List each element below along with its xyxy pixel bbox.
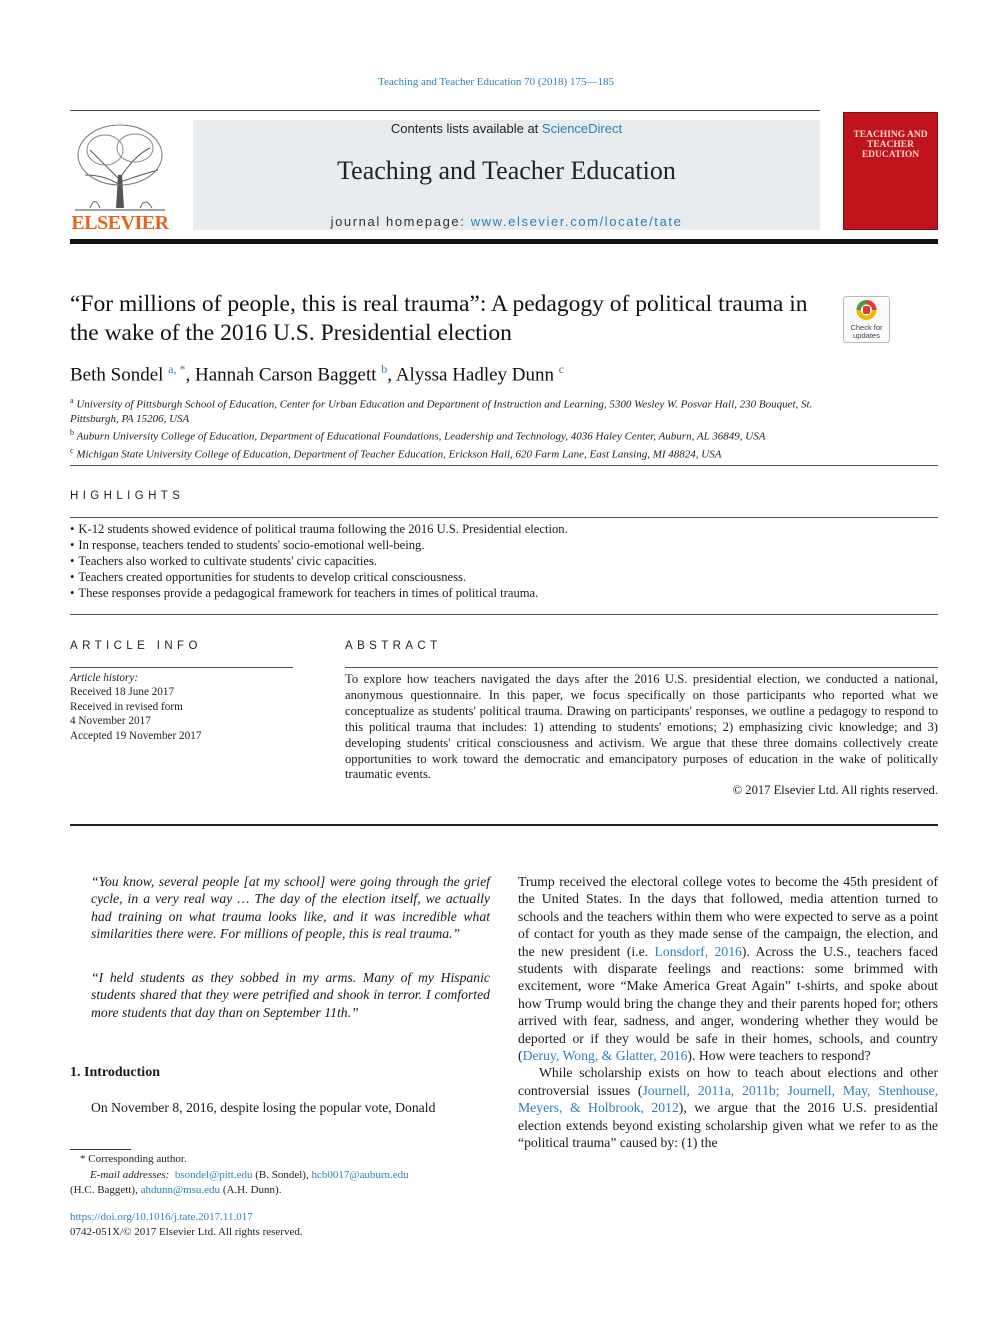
affiliation-key: c <box>70 445 74 455</box>
article-history <box>70 671 293 743</box>
author-affil-marker[interactable]: c <box>558 362 565 376</box>
affiliation-text: Auburn University College of Education, Department of Educational Foundations, Leadership and Technology, 4036 Haley Center, Auburn, AL 36849, USA <box>76 430 766 443</box>
homepage-line <box>193 214 820 229</box>
author-separator: , <box>185 364 195 386</box>
cover-title: TEACHING AND TEACHER EDUCATION <box>853 130 928 160</box>
footnote-rule <box>70 1149 131 1150</box>
email-owner: (A.H. Dunn). <box>220 1184 282 1196</box>
affiliations <box>70 394 820 462</box>
sciencedirect-link[interactable]: ScienceDirect <box>541 121 623 136</box>
affiliation-key: a <box>70 396 74 405</box>
highlights-bottom-rule <box>70 614 938 615</box>
abstract-rule <box>345 667 938 668</box>
history-line: Accepted 19 November 2017 <box>70 729 202 742</box>
epigraph-quote: “You know, several people [at my school] were going through the grief cycle, in a very real way … The day of the election itself, we actually had training on what trauma looks like, and it was incredible what similarities there were. For millions of people, this is real trauma.” <box>91 874 490 942</box>
email-label: E-mail addresses: <box>90 1168 170 1181</box>
highlights-heading: HIGHLIGHTS <box>70 490 185 502</box>
body-right-column <box>518 873 938 1152</box>
highlight-item: • Teachers also worked to cultivate students' civic capacities. <box>70 553 938 569</box>
homepage-link[interactable]: www.elsevier.com/locate/tate <box>470 214 683 229</box>
body-text: While scholarship exists on how to teach about elections and other controversial issues ( <box>518 1065 938 1098</box>
body-paragraph <box>518 873 938 1064</box>
history-line: Received in revised form <box>70 700 183 713</box>
highlights-list <box>70 521 938 601</box>
email-owner: (B. Sondel), <box>252 1168 312 1181</box>
corresponding-author-note: * Corresponding author. <box>80 1153 187 1165</box>
history-line: Received 18 June 2017 <box>70 686 175 699</box>
email-note <box>70 1168 490 1184</box>
email-link[interactable]: bsondel@pitt.edu <box>174 1168 253 1181</box>
author-affil-marker[interactable]: a, * <box>168 362 186 376</box>
highlights-rule <box>70 517 938 518</box>
body-paragraph: On November 8, 2016, despite losing the popular vote, Donald <box>91 1100 436 1115</box>
abstract-bottom-rule <box>70 824 938 826</box>
highlight-item: • In response, teachers tended to students' socio-emotional well-being. <box>70 537 938 553</box>
article-title: “For millions of people, this is real trauma”: A pedagogy of political trauma in the wake of the 2016 U.S. Presidential election <box>70 291 808 346</box>
article-info-rule <box>70 667 293 668</box>
highlight-item: • These responses provide a pedagogical framework for teachers in times of political trauma. <box>70 585 938 601</box>
affiliation-text: Michigan State University College of Education, Department of Teacher Education, Erickson Hall, 620 Farm Lane, East Lansing, MI 48824, USA <box>76 448 722 461</box>
affiliation-item <box>70 444 820 462</box>
history-line: 4 November 2017 <box>70 715 151 728</box>
publisher-wordmark: ELSEVIER <box>71 212 169 234</box>
author-separator: , <box>387 364 396 386</box>
body-text: Trump received the electoral college votes to become the 45th president of the United States. In the days that followed, media attention turned to schools and the teachers within them who were expected to serve as a point of contact for youth as they made sense of the campaign, the election, and the new president (i.e. <box>518 874 938 959</box>
author-name: Beth Sondel <box>70 364 164 386</box>
check-updates-icon <box>844 297 889 323</box>
article-info-heading: ARTICLE INFO <box>70 640 202 652</box>
highlight-item: • K-12 students showed evidence of political trauma following the 2016 U.S. Presidential election. <box>70 521 938 537</box>
epigraph-quote: “I held students as they sobbed in my arms. Many of my Hispanic students shared that they were petrified and shook in terror. I comforted more students that day than on September 11th.” <box>91 970 490 1020</box>
body-text: ). Across the U.S., teachers faced students with disparate feelings and reactions: some brimmed with excitement, wore “Make America Great Again” t-shirts, and spoke about how Trump would bring the change they and their parents hoped for; others arrived with fear, sadness, and anger, wondering whether they would be deported or if they would be safe in their homes, schools, and country ( <box>518 943 938 1064</box>
email-owner: (H.C. Baggett), <box>70 1184 141 1196</box>
header-rule <box>70 110 820 111</box>
check-updates-label: Check for updates <box>850 323 883 340</box>
citation-link[interactable]: Journell, 2011a, 2011b; Journell, May, Stenhouse, Meyers, & Holbrook, 2012 <box>518 1082 938 1116</box>
affiliation-item <box>70 426 820 444</box>
author-affil-marker[interactable]: b <box>381 362 388 376</box>
email-note-cont <box>70 1183 490 1199</box>
abstract-text: To explore how teachers navigated the days after the 2016 U.S. presidential election, we conducted a national, anonymous questionnaire. In this paper, we focus specifically on those participants who reported what we conceptualize as students' political trauma. Drawing on participants' responses, we outline a pedagogy to respond to this political trauma that includes: 1) attending to students' emotions; 2) emphasizing civic knowledge; and 3) developing students' critical consciousness and activism. We argue that these three domains collectively create opportunities to work toward the democratic and emancipatory purposes of education in the wake of politically traumatic events. <box>345 672 938 782</box>
journal-name: Teaching and Teacher Education <box>337 156 676 185</box>
email-link[interactable]: ahdunn@msu.edu <box>140 1184 221 1196</box>
body-text: ), we argue that the 2016 U.S. presidential election extends beyond existing scholarship given what we refer to as the “political trauma” caused by: (1) the <box>518 1100 938 1151</box>
doi-link[interactable]: https://doi.org/10.1016/j.tate.2017.11.017 <box>70 1211 253 1223</box>
journal-citation[interactable]: Teaching and Teacher Education 70 (2018) 175—185 <box>378 76 614 88</box>
homepage-prefix: journal homepage: <box>330 214 471 229</box>
author-name: Alyssa Hadley Dunn <box>395 364 555 386</box>
affiliations-rule <box>70 465 938 466</box>
affiliation-item <box>70 394 820 426</box>
body-text: ). How were teachers to respond? <box>687 1048 871 1064</box>
section-heading-introduction: 1. Introduction <box>70 1065 160 1080</box>
issn-copyright: 0742-051X/© 2017 Elsevier Ltd. All rights reserved. <box>70 1226 303 1238</box>
header-thick-rule <box>70 239 938 244</box>
abstract-heading: ABSTRACT <box>345 640 442 652</box>
history-label: Article history: <box>70 672 139 684</box>
body-paragraph <box>518 1064 938 1151</box>
affiliation-text: University of Pittsburgh School of Education, Center for Urban Education and Department of Instruction and Learning, 5300 Wesley W. Posvar Hall, 230 Bouquet, St. Pittsburgh, PA 15206, USA <box>70 398 813 425</box>
email-link[interactable]: hcb0017@auburn.edu <box>311 1168 409 1181</box>
footnotes <box>70 1152 490 1199</box>
contents-prefix: Contents lists available at <box>390 121 542 136</box>
citation-link[interactable]: Deruy, Wong, & Glatter, 2016 <box>522 1048 688 1064</box>
highlight-item: • Teachers created opportunities for students to develop critical consciousness. <box>70 569 938 585</box>
abstract-copyright: © 2017 Elsevier Ltd. All rights reserved. <box>732 783 938 797</box>
citation-link[interactable]: Lonsdorf, 2016 <box>654 943 742 959</box>
affiliation-key: b <box>70 428 74 438</box>
contents-line <box>193 121 820 136</box>
author-name: Hannah Carson Baggett <box>195 364 377 386</box>
author-list <box>70 362 870 386</box>
